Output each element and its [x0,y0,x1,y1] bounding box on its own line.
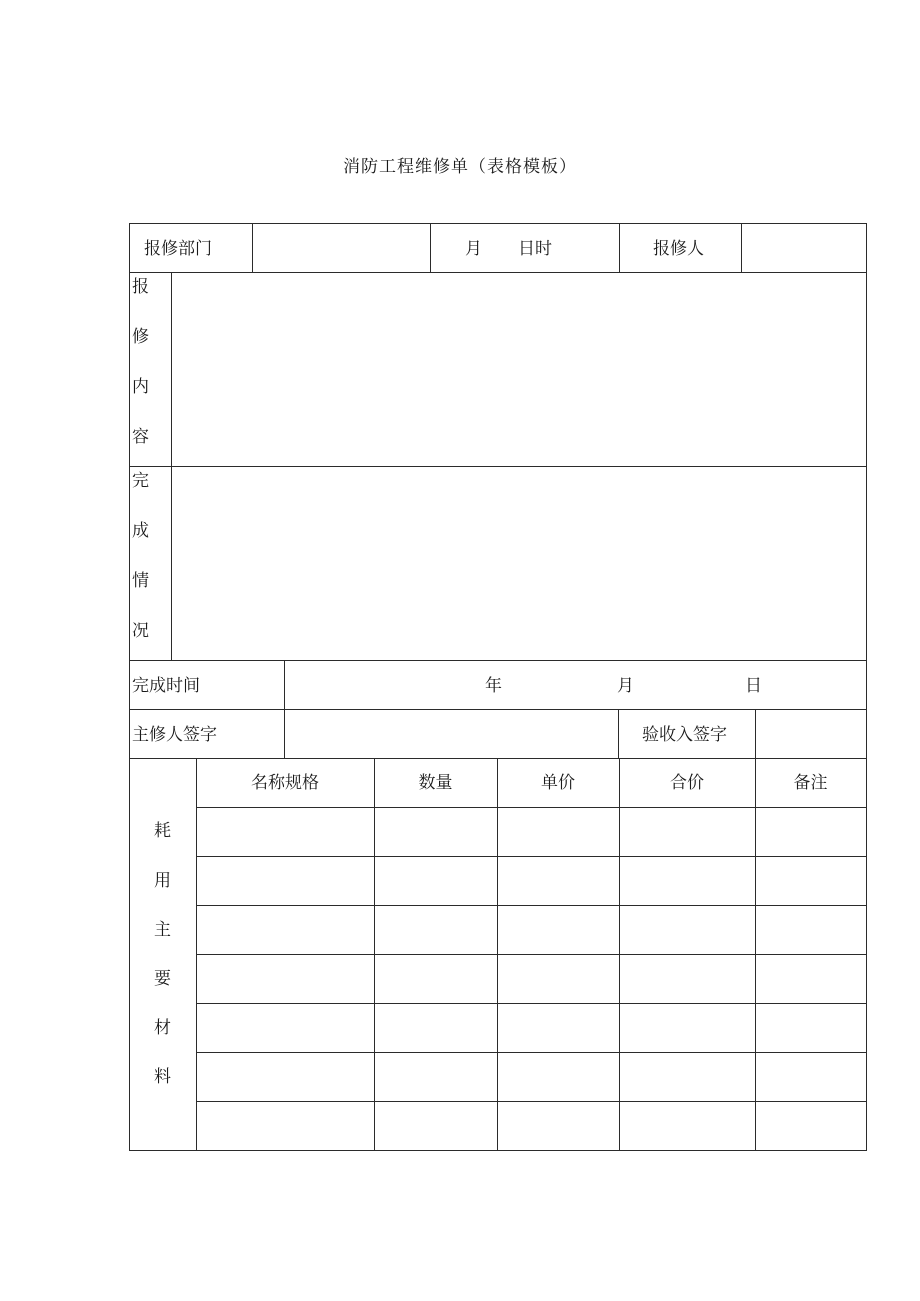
divider [129,709,867,710]
divider [619,223,620,273]
column-header-quantity: 数量 [418,773,453,793]
completion-label-char: 完 [132,471,149,491]
column-header-remarks: 备注 [793,773,828,793]
materials-label-char: 耗 [154,821,171,841]
divider [196,905,867,906]
materials-label-char: 用 [154,871,171,891]
finish-year-label: 年 [485,676,502,696]
completion-label-char: 况 [132,621,149,641]
column-header-unit-price: 单价 [541,773,575,793]
content-label-char: 修 [132,327,149,347]
divider [196,1052,867,1053]
divider [430,223,431,273]
column-header-name-spec: 名称规格 [251,773,319,793]
divider [755,709,756,759]
table-border-left [129,223,130,1151]
divider [284,660,285,759]
divider [171,272,172,661]
materials-label-char: 料 [154,1067,171,1087]
day-time-label: 日时 [518,239,552,259]
completion-label-char: 情 [132,571,149,591]
month-label: 月 [465,239,482,259]
finish-day-label: 日 [745,676,762,696]
content-label-char: 容 [132,427,149,447]
divider [741,223,742,273]
materials-label-char: 要 [154,969,171,989]
divider [196,1101,867,1102]
column-header-total-price: 合价 [670,773,704,793]
content-label-char: 内 [132,377,149,397]
divider [129,466,867,467]
page-title: 消防工程维修单（表格模板） [343,157,577,177]
divider [129,272,867,273]
reporter-label: 报修人 [653,239,704,259]
divider [196,807,867,808]
table-border-top [129,223,867,224]
finish-time-label: 完成时间 [132,676,200,696]
divider [252,223,253,273]
dept-label: 报修部门 [144,239,212,259]
materials-label-char: 主 [154,920,171,940]
divider [196,856,867,857]
divider [129,758,867,759]
divider [196,954,867,955]
table-border-bottom [129,1150,867,1151]
divider [196,1003,867,1004]
completion-label-char: 成 [132,521,149,541]
divider [129,660,867,661]
repairer-signature-label: 主修人签字 [132,725,217,745]
content-label-char: 报 [132,277,149,297]
finish-month-label: 月 [617,676,634,696]
materials-label-char: 材 [154,1018,171,1038]
table-border-right [866,223,867,1151]
divider [618,709,619,759]
acceptor-signature-label: 验收入签字 [642,725,727,745]
